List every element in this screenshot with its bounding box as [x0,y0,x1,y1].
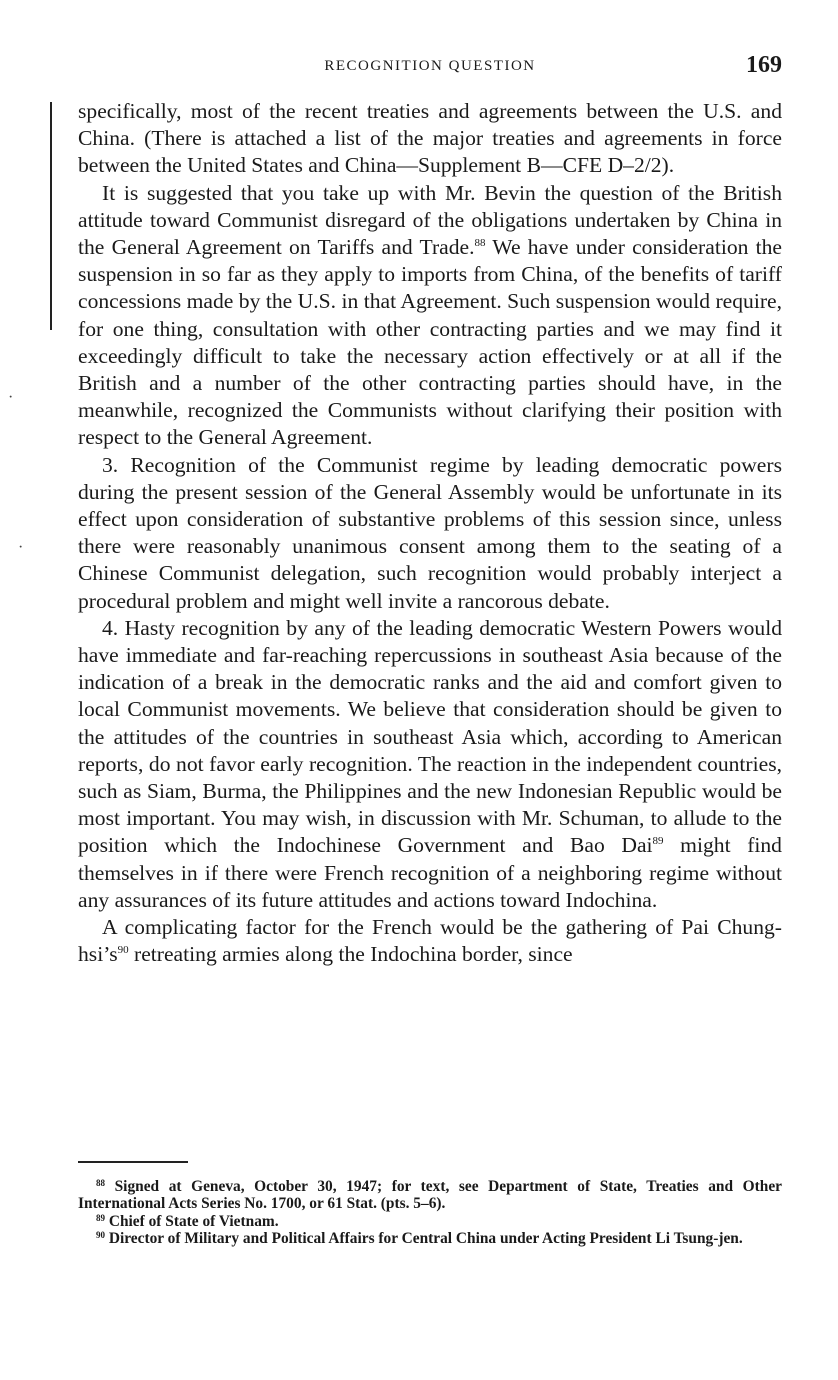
paragraph-continued: specifically, most of the recent treaties and agreements between the U.S. and China. (There is attached a list of the major treaties and agreements in force between the United States and China—Supplement B—CFE D–2/2). [78,99,782,178]
footnote-ref: 88 [474,237,486,250]
paragraph-text: might find themselves in if there were French recognition of a neighboring regime without any assurances of its future attitudes and actions toward Indochina. [78,833,782,912]
footnote-mark: 88 [96,1178,105,1188]
margin-dot: · [8,389,14,406]
footnote-88 [78,1178,782,1213]
footnote-text: Director of Military and Political Affairs for Central China under Acting President Li Tsung-jen. [108,1230,743,1248]
body-text [78,98,782,969]
paragraph-tariffs [78,180,782,452]
footnotes [78,1178,782,1248]
footnote-mark: 90 [96,1230,105,1241]
margin-rule [50,102,52,330]
paragraph-text: retreating armies along the Indochina border, since [128,942,573,967]
margin-dot: · [18,539,24,556]
paragraph-french [78,914,782,968]
paragraph-4 [78,615,782,914]
footnote-mark: 89 [96,1212,105,1223]
paragraph-3: 3. Recognition of the Communist regime by leading democratic powers during the present session of the General Assembly would be unfortunate in its effect upon consideration of substantive problems of this session since, unless there were reasonably unanimous consent among them to the seating of a Chinese Communist delegation, such recognition would probably interject a procedural problem and might well invite a rancorous debate. [78,452,782,613]
footnote-90 [78,1230,782,1247]
footnote-text: Chief of State of Vietnam. [108,1212,279,1230]
paragraph-text: It is suggested that you take up with Mr. Bevin the question of the British attitude toward Communist disregard of the obligations undertaken by China in the General Agreement on Tariffs and Trade. [78,180,782,260]
page-number: 169 [746,52,782,78]
footnote-ref: 90 [117,944,129,957]
paragraph-text: We have under consideration the suspension in so far as they apply to imports from China, of the benefits of tariff concessions made by the U.S. in that Agreement. Such suspension would require, for one thing, consultation with other contracting parties and we may find it exceedingly difficult to take the necessary action effectively or at all if the British and a number of the other contracting parties should have, in the meanwhile, recognized the Communists without clarifying their position with respect to the General Agreement. [78,235,782,450]
footnote-text: Signed at Geneva, October 30, 1947; for text, see Department of State, Treaties and Other International Acts Series No. 1700, or 61 Stat. (pts. 5–6). [78,1178,782,1213]
paragraph-text: 4. Hasty recognition by any of the leading democratic Western Powers would have immediate and far-reaching repercussions in southeast Asia because of the indication of a break in the democratic ranks and the aid and comfort given to local Communist movements. We believe that consideration should be given to the attitudes of the countries in southeast Asia which, according to American reports, do not favor early recognition. The reaction in the independent countries, such as Siam, Burma, the Philippines and the new Indonesian Republic would be most important. You may wish, in discussion with Mr. Schuman, to allude to the position which the Indochinese Government and Bao Dai [78,615,782,858]
running-head: RECOGNITION QUESTION [324,58,536,74]
footnote-89 [78,1213,782,1230]
paragraph-text: A complicating factor for the French would be the gathering of Pai Chung-hsi’s [78,915,782,967]
footnote-ref: 89 [652,835,664,848]
page-header [78,52,782,82]
footnote-rule [78,1161,188,1163]
